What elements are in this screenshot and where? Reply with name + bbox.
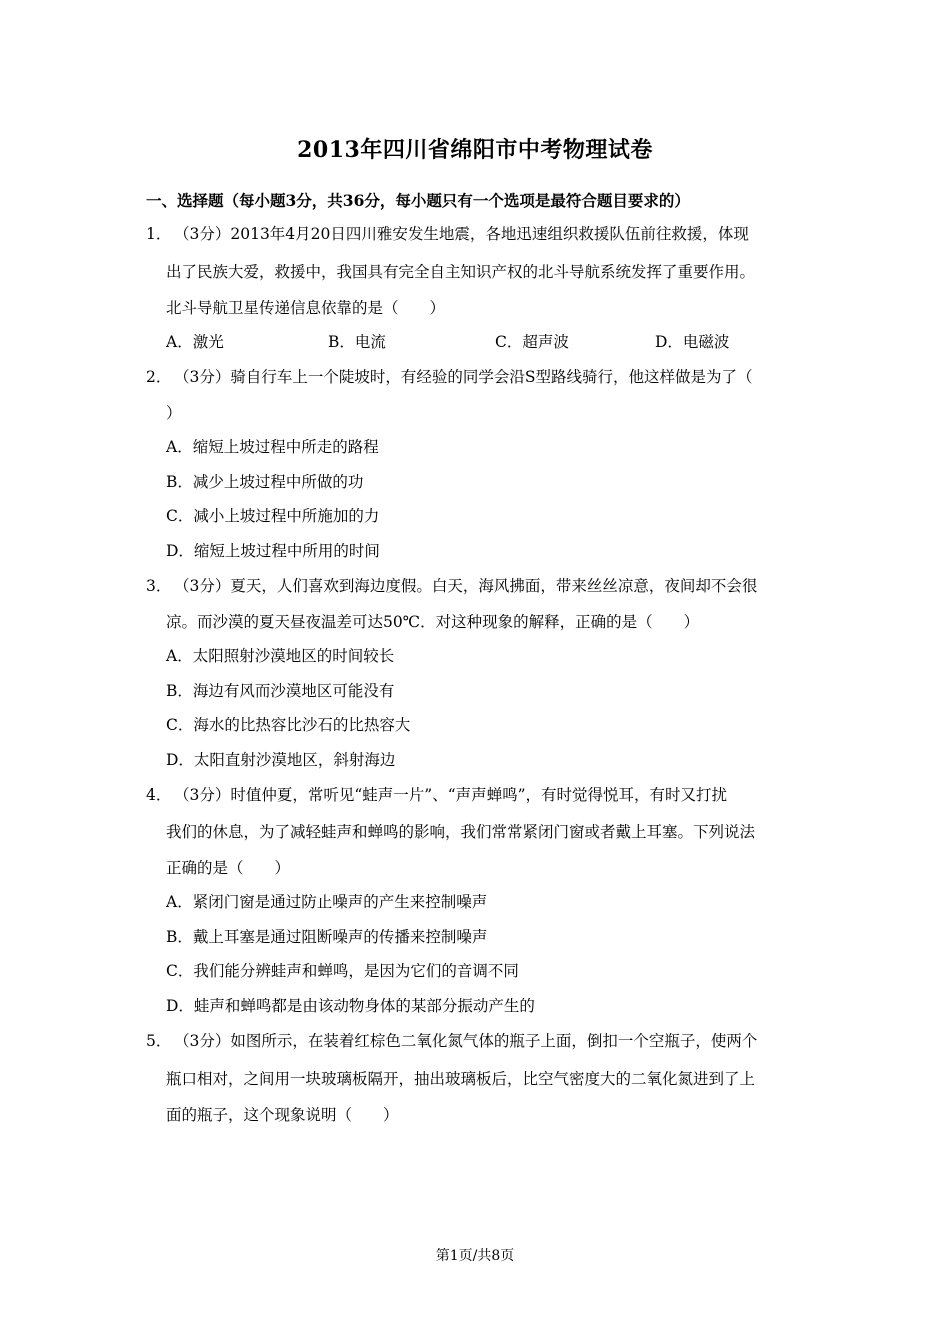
option: D．缩短上坡过程中所用的时间 — [166, 542, 380, 560]
option: C．超声波 — [495, 333, 569, 351]
option: D．太阳直射沙漠地区，斜射海边 — [166, 751, 396, 769]
page-footer: 第1页/共8页 — [435, 1248, 515, 1264]
option: B．戴上耳塞是通过阻断噪声的传播来控制噪声 — [166, 928, 488, 946]
option: A．缩短上坡过程中所走的路程 — [166, 438, 379, 456]
question-number: 4． — [146, 786, 172, 804]
question-text: ） — [166, 404, 182, 422]
question-text: （3分）如图所示，在装着红棕色二氧化氮气体的瓶子上面，倒扣一个空瓶子，使两个 — [174, 1032, 758, 1050]
question-text: （3分）时值仲夏，常听见“蛙声一片”、“声声蝉鸣”，有时觉得悦耳，有时又打扰 — [174, 786, 728, 804]
question-text: 面的瓶子，这个现象说明（ ） — [166, 1106, 399, 1124]
option: A．紧闭门窗是通过防止噪声的产生来控制噪声 — [166, 893, 488, 911]
option: B．减少上坡过程中所做的功 — [166, 473, 364, 491]
option: A．太阳照射沙漠地区的时间较长 — [166, 647, 395, 665]
question-text: 我们的休息，为了减轻蛙声和蝉鸣的影响，我们常常紧闭门窗或者戴上耳塞。下列说法 — [166, 823, 756, 841]
question-text: 北斗导航卫星传递信息依靠的是（ ） — [166, 299, 446, 317]
question-number: 1． — [146, 225, 172, 243]
option: C．我们能分辨蛙声和蝉鸣，是因为它们的音调不同 — [166, 962, 519, 980]
question-text: 正确的是（ ） — [166, 859, 291, 877]
option: D．电磁波 — [655, 333, 730, 351]
page-title: 2013年四川省绵阳市中考物理试卷 — [297, 137, 653, 163]
option: A．激光 — [166, 333, 224, 351]
option: C．减小上坡过程中所施加的力 — [166, 507, 380, 525]
question-text: 凉。而沙漠的夏天昼夜温差可达50℃．对这种现象的解释，正确的是（ ） — [166, 613, 700, 631]
option: C．海水的比热容比沙石的比热容大 — [166, 716, 411, 734]
option: B．海边有风而沙漠地区可能没有 — [166, 682, 395, 700]
section-heading: 一、选择题（每小题3分，共36分，每小题只有一个选项是最符合题目要求的） — [146, 191, 690, 210]
question-text: （3分）2013年4月20日四川雅安发生地震，各地迅速组织救援队伍前往救援，体现 — [174, 225, 749, 243]
question-number: 3． — [146, 577, 172, 595]
option: D．蛙声和蝉鸣都是由该动物身体的某部分振动产生的 — [166, 997, 535, 1015]
question-number: 2． — [146, 368, 172, 386]
question-text: 出了民族大爱，救援中，我国具有完全自主知识产权的北斗导航系统发挥了重要作用。 — [166, 263, 756, 281]
question-text: （3分）骑自行车上一个陡坡时，有经验的同学会沿S型路线骑行，他这样做是为了（ — [174, 368, 753, 386]
question-text: （3分）夏天，人们喜欢到海边度假。白天，海风拂面，带来丝丝凉意，夜间却不会很 — [174, 577, 758, 595]
question-number: 5． — [146, 1032, 172, 1050]
option: B．电流 — [328, 333, 386, 351]
question-text: 瓶口相对，之间用一块玻璃板隔开，抽出玻璃板后，比空气密度大的二氧化氮进到了上 — [166, 1070, 756, 1088]
